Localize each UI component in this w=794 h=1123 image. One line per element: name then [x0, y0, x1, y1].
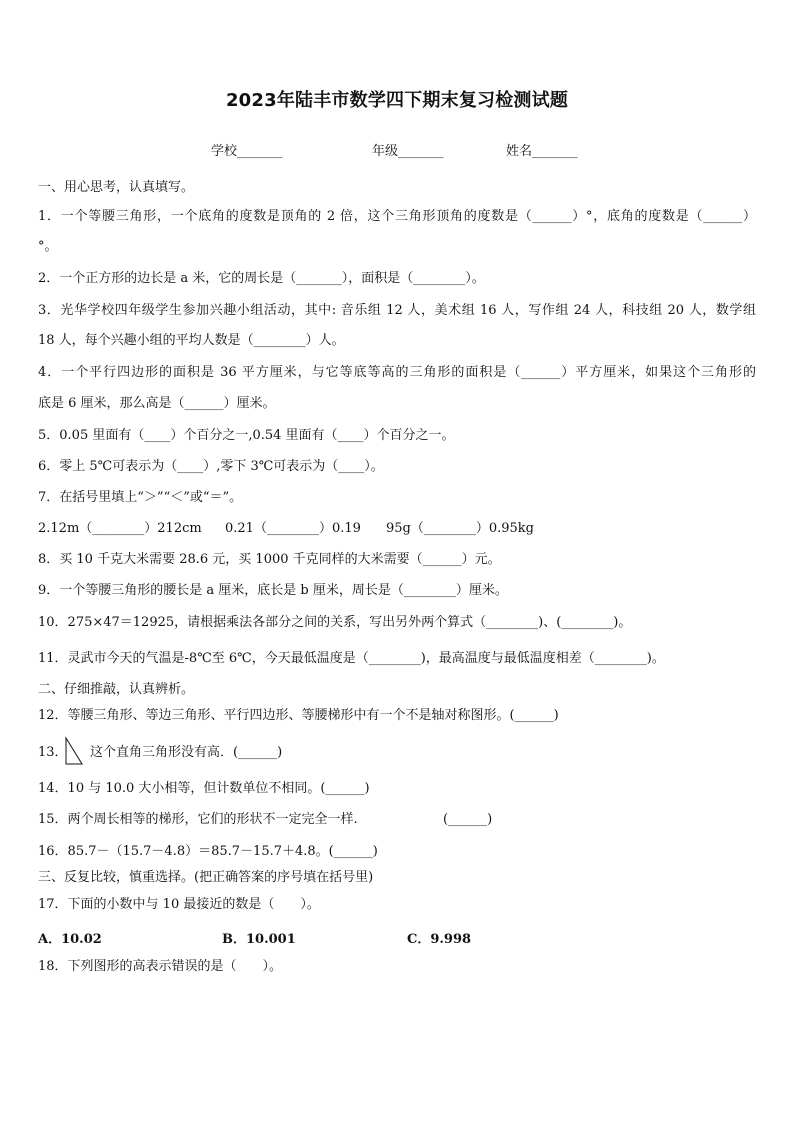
question-1-line-1: 1．一个等腰三角形，一个底角的度数是顶角的 2 倍，这个三角形顶角的度数是（______）°，底角的度数是（______） [38, 209, 756, 224]
question-4-line-1: 4．一个平行四边形的面积是 36 平方厘米，与它等底等高的三角形的面积是（______）平方厘米，如果这个三角形的 [38, 365, 756, 380]
question-7-item-3: 95g（________）0.95kg [386, 521, 535, 536]
question-3-line-1: 3．光华学校四年级学生参加兴趣小组活动，其中: 音乐组 12 人，美术组 16 人，写作组 24 人，科技组 20 人，数学组 [38, 303, 756, 318]
question-13-text: 这个直角三角形没有高．(______) [90, 745, 283, 760]
question-15: 15．两个周长相等的梯形，它们的形状不一定完全一样. [38, 812, 358, 827]
page-title: 2023年陆丰市数学四下期末复习检测试题 [225, 90, 569, 111]
section-heading-3: 三、反复比较，慎重选择。(把正确答案的序号填在括号里) [38, 870, 374, 885]
question-7: 7．在括号里填上“＞”“＜”或“＝”。 [38, 490, 243, 505]
question-13-number: 13． [38, 745, 68, 760]
name-field: 姓名_______ [506, 144, 578, 159]
question-18: 18．下列图形的高表示错误的是（ ）。 [38, 959, 283, 974]
question-10: 10．275×47＝12925，请根据乘法各部分之间的关系，写出另外两个算式（________)、(________)。 [38, 615, 632, 630]
question-5: 5．0.05 里面有（____）个百分之一,0.54 里面有（____）个百分之一。 [38, 428, 455, 443]
section-heading-2: 二、仔细推敲，认真辨析。 [38, 682, 195, 697]
question-17-option-c: C．9.998 [407, 932, 472, 947]
question-16: 16．85.7－（15.7－4.8）＝85.7－15.7＋4.8。(______) [38, 844, 378, 859]
grade-field: 年级_______ [372, 144, 444, 159]
question-12: 12．等腰三角形、等边三角形、平行四边形、等腰梯形中有一个不是轴对称图形。(______) [38, 708, 559, 723]
question-7-item-2: 0.21（________）0.19 [225, 521, 361, 536]
question-1-line-2: °。 [38, 239, 58, 254]
section-heading-1: 一、用心思考，认真填写。 [38, 180, 195, 195]
question-9: 9．一个等腰三角形的腰长是 a 厘米，底长是 b 厘米，周长是（________）厘米。 [38, 583, 508, 598]
question-17-option-a: A．10.02 [38, 932, 102, 947]
question-7-item-1: 2.12m（________）212cm [38, 521, 202, 536]
question-6: 6．零上 5℃可表示为（____）,零下 3℃可表示为（____）。 [38, 459, 384, 474]
question-14: 14．10 与 10.0 大小相等，但计数单位不相同。(______) [38, 781, 370, 796]
question-2: 2．一个正方形的边长是 a 米，它的周长是（_______），面积是（________）。 [38, 271, 485, 286]
question-3-line-2: 18 人，每个兴趣小组的平均人数是（________）人。 [38, 333, 345, 348]
question-17-option-b: B．10.001 [222, 932, 296, 947]
right-triangle-figure [64, 736, 84, 766]
question-4-line-2: 底是 6 厘米，那么高是（______）厘米。 [38, 396, 276, 411]
question-11: 11．灵武市今天的气温是-8℃至 6℃，今天最低温度是（________)，最高温度与最低温度相差（________)。 [38, 651, 665, 666]
question-8: 8．买 10 千克大米需要 28.6 元，买 1000 千克同样的大米需要（______）元。 [38, 552, 501, 567]
question-17: 17．下面的小数中与 10 最接近的数是（ ）。 [38, 897, 320, 912]
school-field: 学校_______ [211, 144, 283, 159]
question-15-answer: (______) [443, 812, 493, 827]
